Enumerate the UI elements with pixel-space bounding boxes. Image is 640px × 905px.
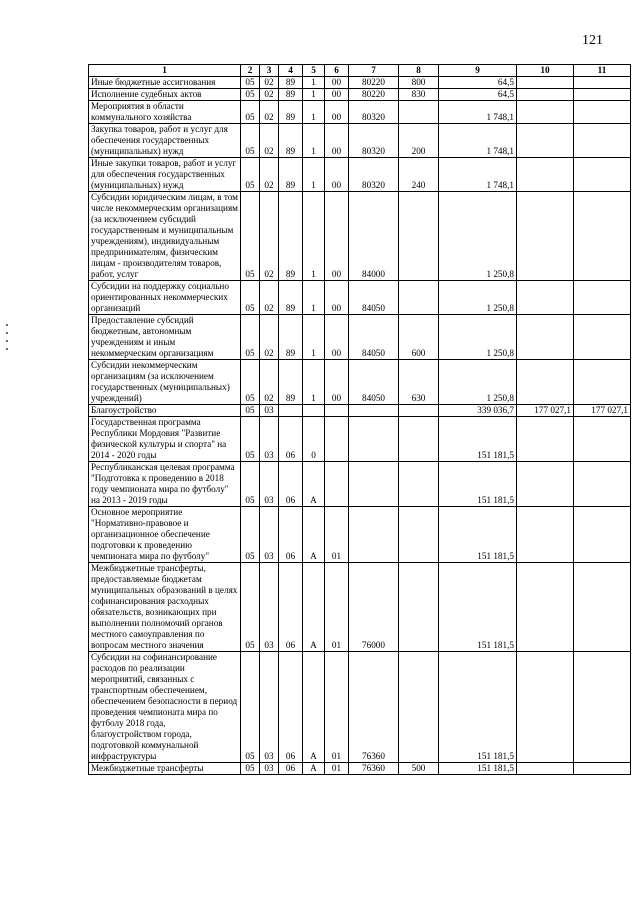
value-cell: 89	[279, 158, 303, 192]
value-cell: 240	[399, 158, 439, 192]
value-cell	[517, 563, 574, 652]
value-cell: 151 181,5	[439, 462, 517, 507]
column-header: 8	[399, 65, 439, 77]
value-cell	[399, 281, 439, 315]
value-cell: 02	[260, 124, 279, 158]
row-name-cell: Субсидии на софинансирование расходов по реализации мероприятий, связанных с транспортным обеспечением, обеспечением безопасности в период проведения чемпионата мира по футболу 2018 года, благоустройством города, подготовкой коммунальной инфраструктуры	[89, 652, 241, 763]
value-cell	[349, 405, 399, 417]
value-cell: 05	[241, 652, 260, 763]
value-cell: 1	[303, 124, 325, 158]
table-row	[89, 507, 631, 563]
value-cell: 151 181,5	[439, 563, 517, 652]
value-cell: 06	[279, 652, 303, 763]
value-cell	[574, 101, 631, 124]
value-cell: 03	[260, 405, 279, 417]
value-cell: 89	[279, 315, 303, 360]
value-cell: 177 027,1	[517, 405, 574, 417]
value-cell: 06	[279, 462, 303, 507]
page-number: 121	[582, 33, 603, 48]
value-cell	[574, 417, 631, 462]
value-cell: 01	[325, 507, 349, 563]
value-cell: 1	[303, 360, 325, 405]
value-cell: 05	[241, 763, 260, 775]
table-row	[89, 77, 631, 89]
value-cell	[517, 652, 574, 763]
row-name-cell: Республиканская целевая программа "Подготовка к проведению в 2018 году чемпионата мира по футболу" на 2013 - 2019 годы	[89, 462, 241, 507]
table-row	[89, 124, 631, 158]
value-cell: 00	[325, 360, 349, 405]
value-cell	[325, 417, 349, 462]
column-header: 5	[303, 65, 325, 77]
value-cell: 151 181,5	[439, 417, 517, 462]
value-cell	[399, 652, 439, 763]
value-cell: 1 748,1	[439, 101, 517, 124]
value-cell: 06	[279, 507, 303, 563]
row-name-cell: Государственная программа Республики Мордовия "Развитие физической культуры и спорта" на 2014 - 2020 годы	[89, 417, 241, 462]
value-cell: А	[303, 507, 325, 563]
value-cell: А	[303, 763, 325, 775]
value-cell: 84050	[349, 360, 399, 405]
table-row	[89, 192, 631, 281]
value-cell: 05	[241, 405, 260, 417]
value-cell	[574, 507, 631, 563]
value-cell: 03	[260, 763, 279, 775]
value-cell	[517, 417, 574, 462]
table-row	[89, 652, 631, 763]
value-cell: 500	[399, 763, 439, 775]
table-row	[89, 417, 631, 462]
budget-table	[88, 64, 631, 775]
value-cell: 630	[399, 360, 439, 405]
row-name-cell: Основное мероприятие "Нормативно-правовое и организационное обеспечение подготовки к проведению чемпионата мира по футболу"	[89, 507, 241, 563]
value-cell: 02	[260, 315, 279, 360]
value-cell	[574, 158, 631, 192]
value-cell: 01	[325, 763, 349, 775]
value-cell	[279, 405, 303, 417]
value-cell	[517, 360, 574, 405]
row-name-cell: Мероприятия в области коммунального хозяйства	[89, 101, 241, 124]
value-cell: 05	[241, 124, 260, 158]
value-cell	[399, 101, 439, 124]
column-header: 11	[574, 65, 631, 77]
value-cell: 03	[260, 417, 279, 462]
value-cell	[303, 405, 325, 417]
value-cell: 64,5	[439, 77, 517, 89]
value-cell: 1 748,1	[439, 158, 517, 192]
value-cell	[517, 89, 574, 101]
value-cell: 84050	[349, 281, 399, 315]
value-cell: 01	[325, 563, 349, 652]
value-cell: А	[303, 652, 325, 763]
value-cell: 1 250,8	[439, 315, 517, 360]
row-name-cell: Субсидии некоммерческим организациям (за исключением государственных (муниципальных) учреждений)	[89, 360, 241, 405]
row-name-cell: Иные бюджетные ассигнования	[89, 77, 241, 89]
value-cell	[574, 360, 631, 405]
value-cell: 600	[399, 315, 439, 360]
value-cell: 02	[260, 360, 279, 405]
table-row	[89, 158, 631, 192]
row-name-cell: Межбюджетные трансферты, предоставляемые бюджетам муниципальных образований в целях софинансирования расходных обязательств, возникающих при выполнении полномочий органов местного самоуправления по вопросам местного значения	[89, 563, 241, 652]
value-cell: 05	[241, 417, 260, 462]
value-cell: 89	[279, 124, 303, 158]
column-header: 2	[241, 65, 260, 77]
value-cell: 151 181,5	[439, 763, 517, 775]
value-cell: 00	[325, 315, 349, 360]
value-cell: 06	[279, 763, 303, 775]
value-cell: 05	[241, 462, 260, 507]
value-cell	[517, 462, 574, 507]
column-header: 7	[349, 65, 399, 77]
value-cell	[574, 281, 631, 315]
value-cell: 03	[260, 462, 279, 507]
value-cell: 80320	[349, 101, 399, 124]
value-cell: 1 250,8	[439, 360, 517, 405]
value-cell: 02	[260, 77, 279, 89]
value-cell: 89	[279, 77, 303, 89]
value-cell	[517, 158, 574, 192]
scan-marks	[6, 318, 10, 358]
value-cell: 80320	[349, 158, 399, 192]
row-name-cell: Иные закупки товаров, работ и услуг для обеспечения государственных (муниципальных) нужд	[89, 158, 241, 192]
value-cell: 1 748,1	[439, 124, 517, 158]
value-cell: 02	[260, 281, 279, 315]
value-cell: 830	[399, 89, 439, 101]
value-cell: 200	[399, 124, 439, 158]
value-cell: 80220	[349, 77, 399, 89]
value-cell: 0	[303, 417, 325, 462]
value-cell	[574, 563, 631, 652]
row-name-cell: Предоставление субсидий бюджетным, автономным учреждениям и иным некоммерческим организациям	[89, 315, 241, 360]
value-cell	[574, 462, 631, 507]
table-row	[89, 462, 631, 507]
value-cell: 02	[260, 89, 279, 101]
row-name-cell: Субсидии юридическим лицам, в том числе некоммерческим организациям (за исключением субсидий государственным и муниципальным учреждениям), индивидуальным предпринимателям, физическим лицам - производителям товаров, работ, услуг	[89, 192, 241, 281]
value-cell: 05	[241, 101, 260, 124]
value-cell	[517, 281, 574, 315]
value-cell	[574, 77, 631, 89]
value-cell	[399, 405, 439, 417]
value-cell: 1	[303, 89, 325, 101]
table-row	[89, 763, 631, 775]
table-row	[89, 405, 631, 417]
value-cell	[517, 315, 574, 360]
value-cell: 64,5	[439, 89, 517, 101]
value-cell: 05	[241, 360, 260, 405]
value-cell	[325, 462, 349, 507]
value-cell: А	[303, 462, 325, 507]
value-cell: 05	[241, 192, 260, 281]
value-cell: 76000	[349, 563, 399, 652]
value-cell: 00	[325, 158, 349, 192]
column-header: 6	[325, 65, 349, 77]
column-header: 9	[439, 65, 517, 77]
value-cell: 1 250,8	[439, 192, 517, 281]
value-cell: 177 027,1	[574, 405, 631, 417]
value-cell: 80220	[349, 89, 399, 101]
value-cell	[399, 563, 439, 652]
value-cell: 1 250,8	[439, 281, 517, 315]
value-cell	[399, 417, 439, 462]
value-cell	[399, 507, 439, 563]
table-body	[89, 77, 631, 775]
value-cell: 339 036,7	[439, 405, 517, 417]
value-cell: 06	[279, 417, 303, 462]
value-cell: 151 181,5	[439, 507, 517, 563]
value-cell: 1	[303, 281, 325, 315]
value-cell: 01	[325, 652, 349, 763]
value-cell	[399, 462, 439, 507]
value-cell: 151 181,5	[439, 652, 517, 763]
table-row	[89, 563, 631, 652]
value-cell: 80320	[349, 124, 399, 158]
value-cell: 1	[303, 77, 325, 89]
table-row	[89, 101, 631, 124]
row-name-cell: Благоустройство	[89, 405, 241, 417]
value-cell: 76360	[349, 763, 399, 775]
value-cell	[574, 652, 631, 763]
value-cell: 05	[241, 507, 260, 563]
value-cell: 1	[303, 158, 325, 192]
value-cell	[349, 462, 399, 507]
column-header: 1	[89, 65, 241, 77]
value-cell	[517, 192, 574, 281]
value-cell	[574, 124, 631, 158]
value-cell	[399, 192, 439, 281]
table-row	[89, 315, 631, 360]
value-cell: 00	[325, 281, 349, 315]
value-cell: 05	[241, 563, 260, 652]
column-header: 4	[279, 65, 303, 77]
column-header: 10	[517, 65, 574, 77]
value-cell: 05	[241, 158, 260, 192]
value-cell: 89	[279, 360, 303, 405]
value-cell: 02	[260, 192, 279, 281]
value-cell	[517, 124, 574, 158]
value-cell: 03	[260, 563, 279, 652]
value-cell: 05	[241, 89, 260, 101]
value-cell	[325, 405, 349, 417]
value-cell	[517, 77, 574, 89]
value-cell: 89	[279, 89, 303, 101]
row-name-cell: Исполнение судебных актов	[89, 89, 241, 101]
value-cell: 84000	[349, 192, 399, 281]
value-cell	[574, 763, 631, 775]
value-cell: 800	[399, 77, 439, 89]
value-cell: 00	[325, 77, 349, 89]
table-row	[89, 360, 631, 405]
value-cell: 84050	[349, 315, 399, 360]
value-cell: 00	[325, 89, 349, 101]
table-row	[89, 89, 631, 101]
value-cell	[517, 507, 574, 563]
value-cell	[517, 763, 574, 775]
value-cell: 1	[303, 101, 325, 124]
value-cell	[349, 507, 399, 563]
value-cell: 05	[241, 281, 260, 315]
table-row	[89, 281, 631, 315]
value-cell: 02	[260, 101, 279, 124]
value-cell: А	[303, 563, 325, 652]
row-name-cell: Закупка товаров, работ и услуг для обеспечения государственных (муниципальных) нужд	[89, 124, 241, 158]
value-cell	[574, 89, 631, 101]
row-name-cell: Субсидии на поддержку социально ориентированных некоммерческих организаций	[89, 281, 241, 315]
value-cell: 89	[279, 101, 303, 124]
value-cell	[574, 315, 631, 360]
value-cell: 1	[303, 192, 325, 281]
value-cell	[349, 417, 399, 462]
value-cell: 89	[279, 281, 303, 315]
value-cell: 05	[241, 77, 260, 89]
value-cell: 00	[325, 192, 349, 281]
value-cell: 76360	[349, 652, 399, 763]
value-cell: 06	[279, 563, 303, 652]
column-header: 3	[260, 65, 279, 77]
value-cell: 1	[303, 315, 325, 360]
value-cell: 03	[260, 652, 279, 763]
row-name-cell: Межбюджетные трансферты	[89, 763, 241, 775]
value-cell	[574, 192, 631, 281]
value-cell: 02	[260, 158, 279, 192]
value-cell: 03	[260, 507, 279, 563]
header-row	[89, 65, 631, 77]
value-cell	[517, 101, 574, 124]
value-cell: 00	[325, 124, 349, 158]
value-cell: 05	[241, 315, 260, 360]
value-cell: 89	[279, 192, 303, 281]
value-cell: 00	[325, 101, 349, 124]
